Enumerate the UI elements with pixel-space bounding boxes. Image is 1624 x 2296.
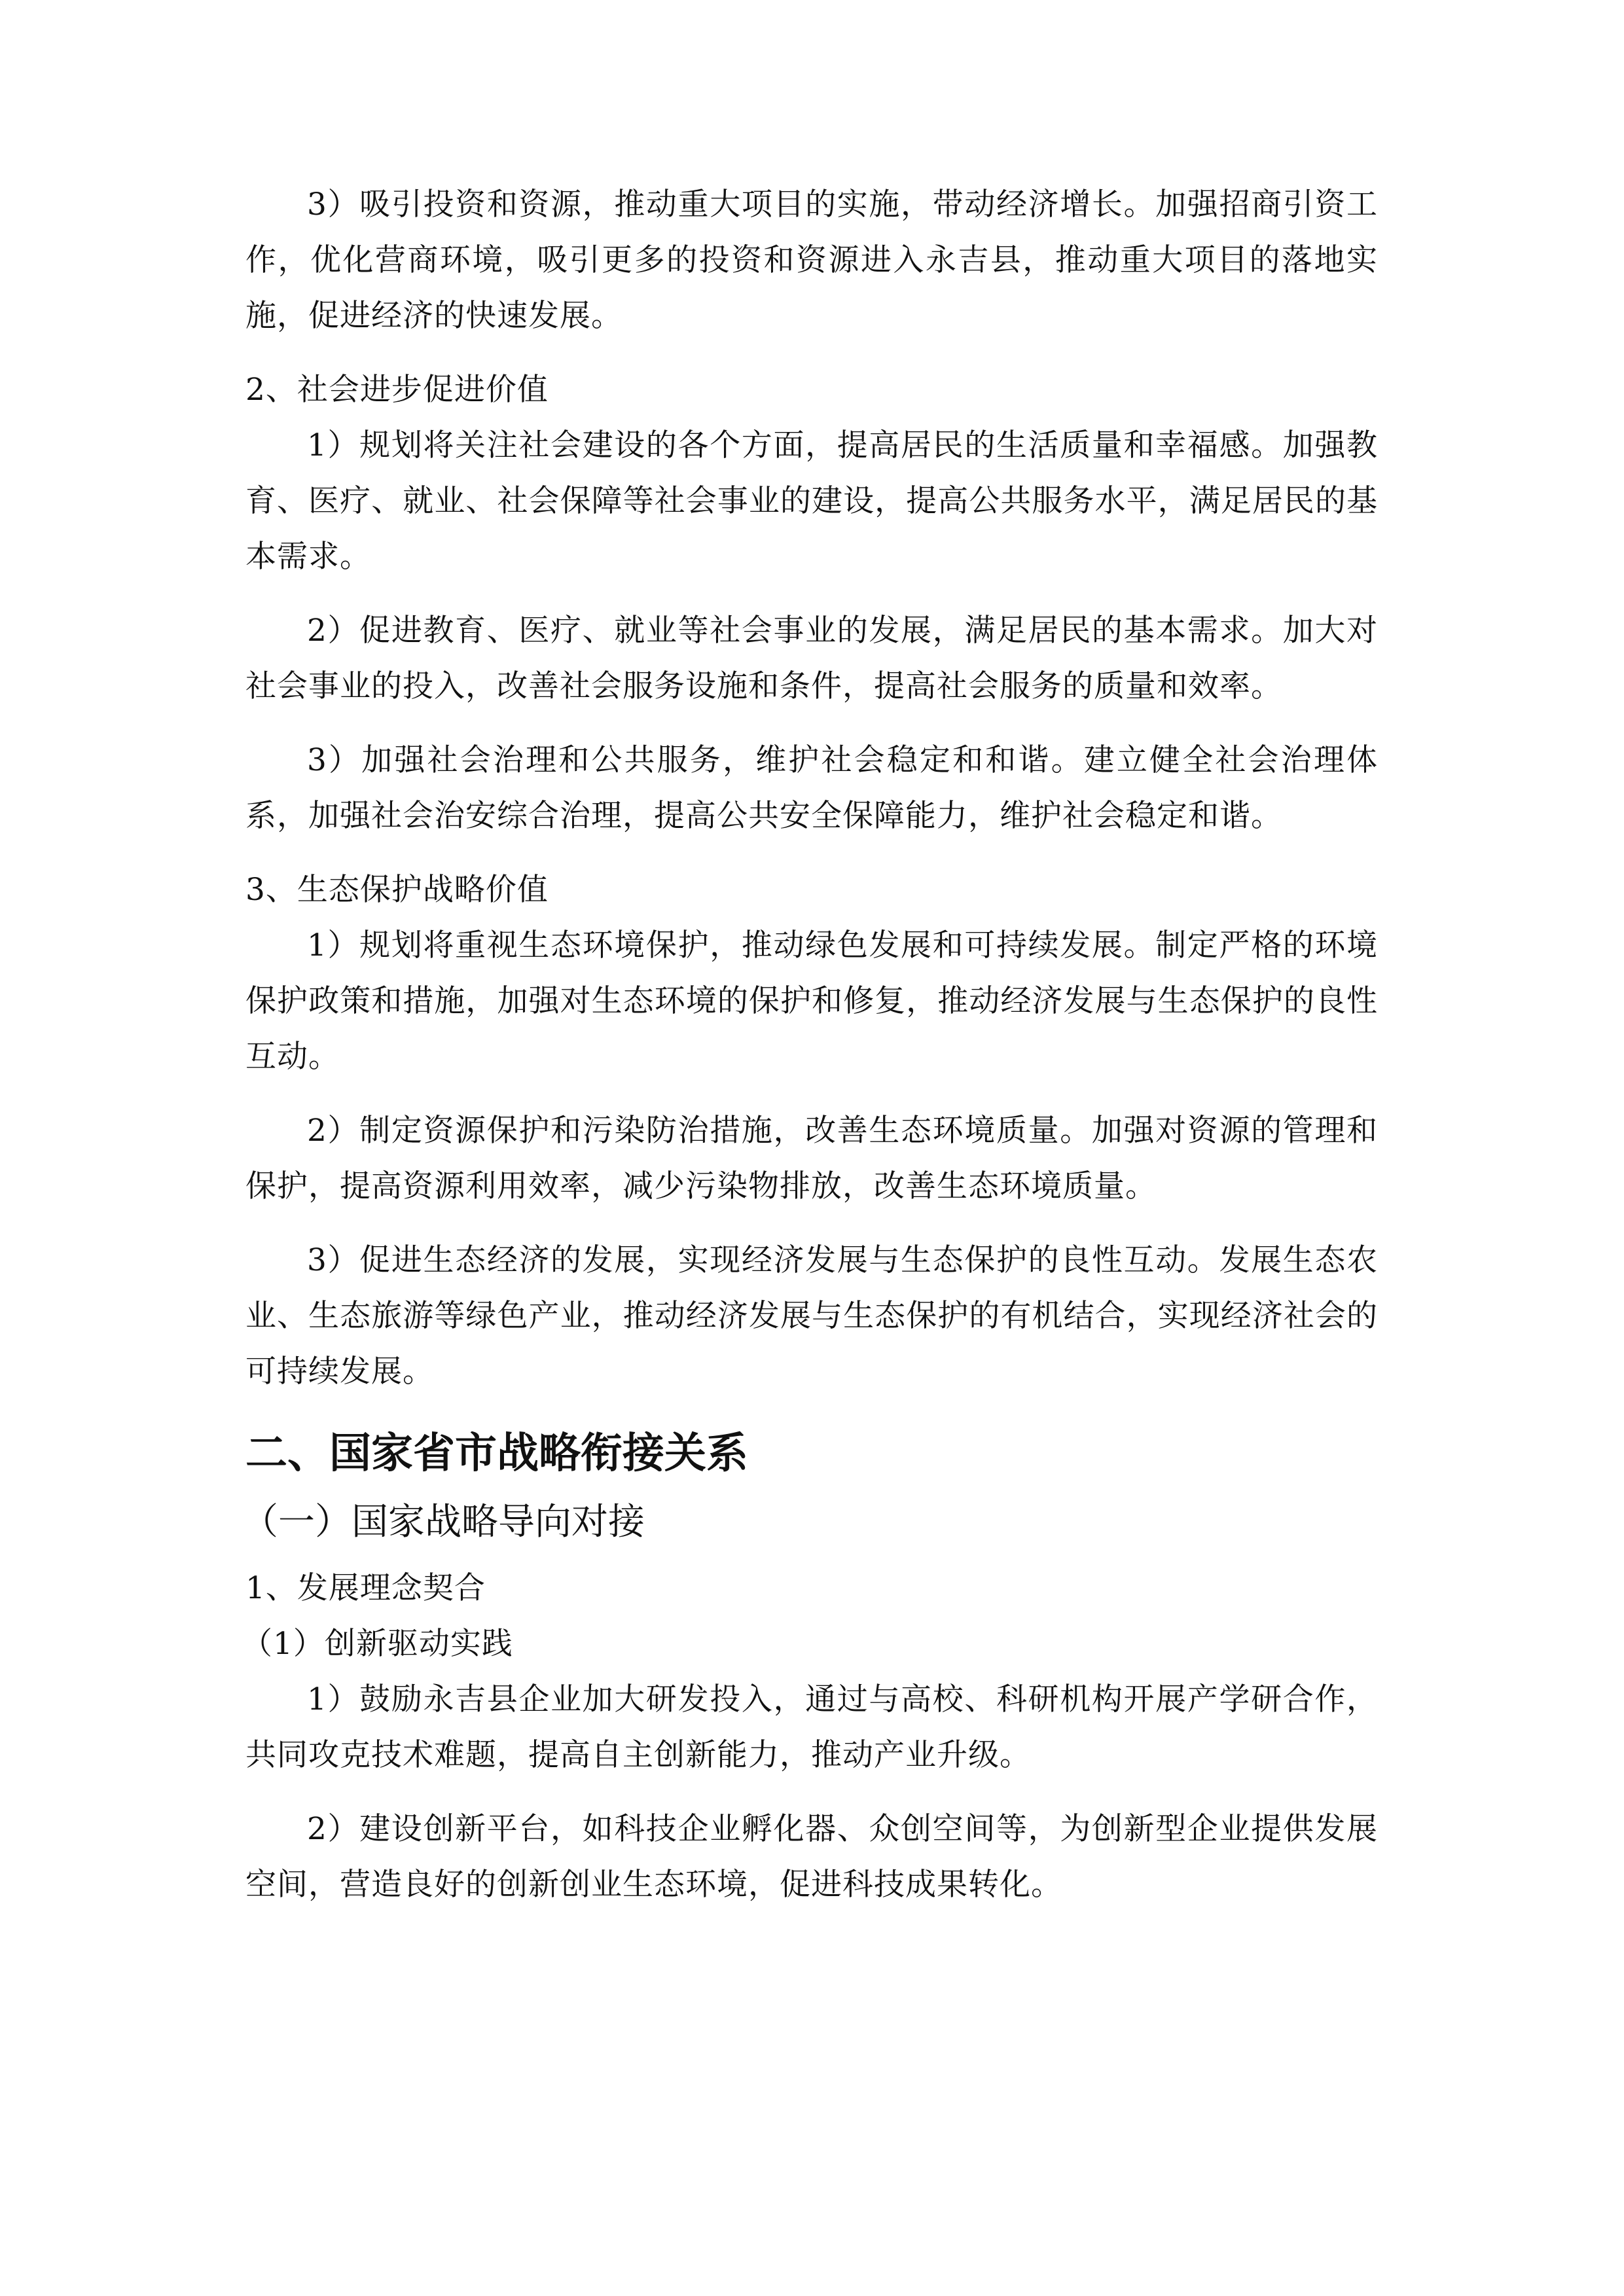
heading-development-concept: 1、发展理念契合 [245, 1570, 486, 1606]
subsection-title: （一）国家战略导向对接 [242, 1501, 645, 1543]
heading-ecology: 3、生态保护战略价值 [245, 872, 549, 908]
paragraph-ecology-2: 2）制定资源保护和污染防治措施，改善生态环境质量。加强对资源的管理和保护，提高资源利用效率，减少污染物排放，改善生态环境质量。 [245, 1113, 1378, 1204]
paragraph-investment: 3）吸引投资和资源，推动重大项目的实施，带动经济增长。加强招商引资工作，优化营商环境，吸引更多的投资和资源进入永吉县，推动重大项目的落地实施，促进经济的快速发展。 [245, 187, 1378, 334]
paragraph-ecology-1: 1）规划将重视生态环境保护，推动绿色发展和可持续发展。制定严格的环境保护政策和措施，加强对生态环境的保护和修复，推动经济发展与生态保护的良性互动。 [245, 927, 1378, 1075]
paragraph-ecology-3: 3）促进生态经济的发展，实现经济发展与生态保护的良性互动。发展生态农业、生态旅游等绿色产业，推动经济发展与生态保护的有机结合，实现经济社会的可持续发展。 [245, 1242, 1378, 1390]
section-title: 二、国家省市战略衔接关系 [245, 1429, 748, 1478]
paragraph-social-1: 1）规划将关注社会建设的各个方面，提高居民的生活质量和幸福感。加强教育、医疗、就业、社会保障等社会事业的建设，提高公共服务水平，满足居民的基本需求。 [245, 427, 1378, 575]
paragraph-social-3: 3）加强社会治理和公共服务，维护社会稳定和和谐。建立健全社会治理体系，加强社会治安综合治理，提高公共安全保障能力，维护社会稳定和谐。 [245, 742, 1378, 834]
sub-heading-innovation: （1）创新驱动实践 [242, 1626, 513, 1662]
heading-social-progress: 2、社会进步促进价值 [245, 372, 549, 408]
paragraph-innovation-2: 2）建设创新平台，如科技企业孵化器、众创空间等，为创新型企业提供发展空间，营造良好的创新创业生态环境，促进科技成果转化。 [245, 1811, 1378, 1903]
paragraph-innovation-1: 1）鼓励永吉县企业加大研发投入，通过与高校、科研机构开展产学研合作，共同攻克技术难题，提高自主创新能力，推动产业升级。 [245, 1681, 1378, 1773]
document-body [242, 177, 1378, 1931]
paragraph-social-2: 2）促进教育、医疗、就业等社会事业的发展，满足居民的基本需求。加大对社会事业的投入，改善社会服务设施和条件，提高社会服务的质量和效率。 [245, 613, 1378, 704]
